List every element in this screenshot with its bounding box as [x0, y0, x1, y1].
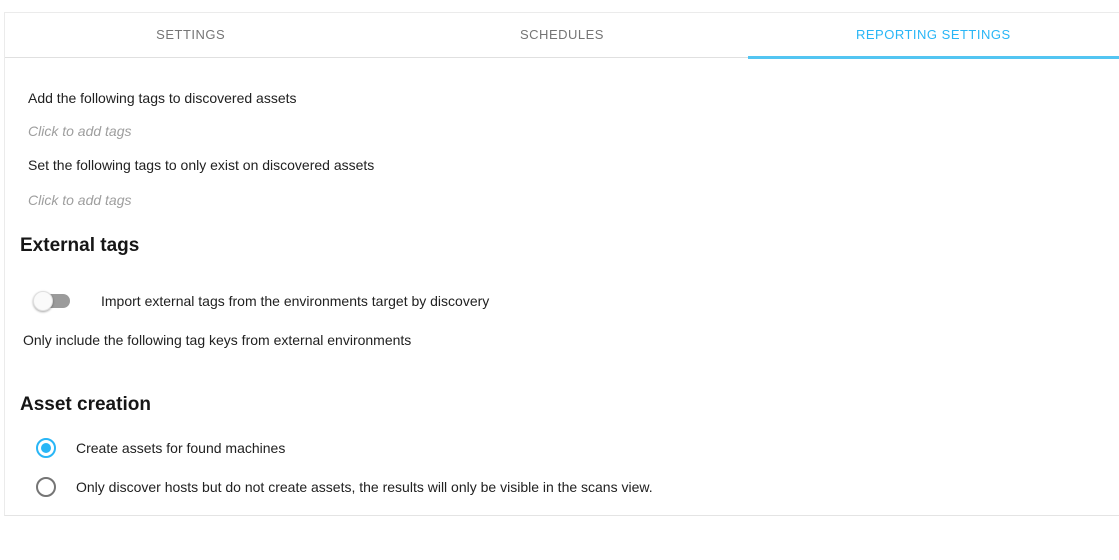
add-tags-label: Add the following tags to discovered assets	[28, 90, 297, 106]
radio-unselected-icon[interactable]	[36, 477, 56, 497]
external-tags-heading: External tags	[20, 235, 140, 256]
tab-reporting-settings[interactable]: REPORTING SETTINGS	[748, 13, 1119, 59]
set-tags-input[interactable]: Click to add tags	[28, 192, 132, 208]
set-tags-label: Set the following tags to only exist on discovered assets	[28, 157, 375, 173]
import-external-tags-row	[35, 291, 489, 311]
reporting-settings-panel	[5, 58, 1119, 560]
settings-card	[4, 12, 1119, 516]
create-assets-label: Create assets for found machines	[76, 440, 286, 456]
import-external-tags-label: Import external tags from the environments target by discovery	[101, 293, 490, 309]
create-assets-option[interactable]	[36, 438, 285, 458]
toggle-knob	[33, 291, 53, 311]
tag-keys-filter-label: Only include the following tag keys from external environments	[23, 332, 412, 348]
add-tags-input[interactable]: Click to add tags	[28, 123, 132, 139]
only-discover-label: Only discover hosts but do not create assets, the results will only be visible in the scans view.	[76, 479, 653, 495]
tab-settings[interactable]: SETTINGS	[156, 27, 226, 42]
tab-bar	[5, 13, 1119, 58]
tab-schedules[interactable]: SCHEDULES	[520, 27, 604, 42]
import-external-tags-toggle[interactable]	[35, 291, 72, 311]
asset-creation-heading: Asset creation	[20, 394, 151, 415]
only-discover-option[interactable]	[36, 477, 653, 497]
radio-selected-icon[interactable]	[36, 438, 56, 458]
